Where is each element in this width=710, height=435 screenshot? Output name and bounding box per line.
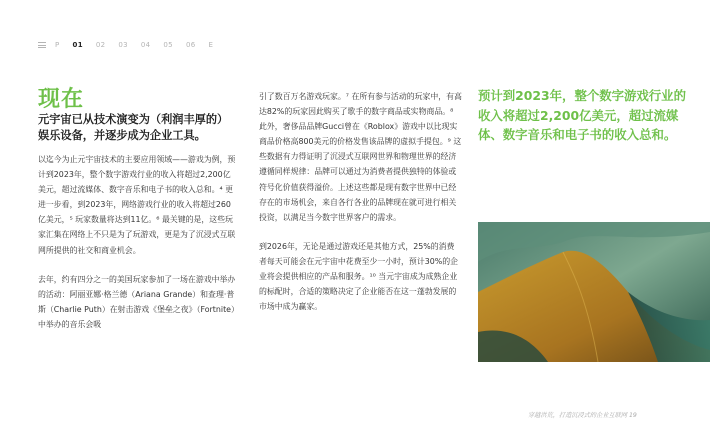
landscape-image bbox=[478, 222, 710, 362]
paragraph: 到2026年，无论是通过游戏还是其他方式，25%的消费者每天可能会在元宇宙中花费至少一小时，预计30%的企业将会提供相应的产品和服务。¹⁰ 当元宇宙成为成熟企业的标配时，合适的策略决定了企业能否在这一蓬勃发展的市场中成为赢家。 bbox=[259, 241, 459, 312]
section-subheading: 元宇宙已从技术演变为（利润丰厚的）娱乐设备，并逐步成为企业工具。 bbox=[38, 113, 229, 142]
nav-item-03[interactable]: 03 bbox=[118, 41, 128, 49]
paragraph: 引了数百万名游戏玩家。⁷ 在所有参与活动的玩家中，有高达82%的玩家因此购买了歌手的数字商品或实物商品。⁸ 此外，奢侈品品牌Gucci曾在《Roblox》游戏中以比现实商品价格高800美元的价格发售该品牌的虚拟手提包。⁹ 这些数据有力得证明了沉浸式互联网世界和物理世界的经济遵循同样规律：品牌可以通过为消费者提供独特的体验或符号化价值获得溢价。上述这些都是现有数字世界中已经存在的市场机会，来自各行各业的品牌现在就可进行相关投资，以满足当今数字世界客户的需求。 bbox=[259, 92, 462, 222]
paragraph: 以迄今为止元宇宙技术的主要应用领域——游戏为例，预计到2023年，整个数字游戏行业的收入将超过2,200亿美元，超过流媒体、数字音乐和电子书的收入总和。⁴ 更进一步看，到2023年，网络游戏行业的收入将超过260亿美元，⁵ 玩家数量将达到11亿。⁶ 最关键的是，这些玩家汇集在网络上不只是为了玩游戏，更是为了沉浸式互联网所提供的社交和商业机会。 bbox=[38, 155, 236, 255]
nav-item-01[interactable]: 01 bbox=[72, 41, 83, 49]
nav-item-05[interactable]: 05 bbox=[163, 41, 173, 49]
nav-item-p[interactable]: P bbox=[55, 41, 60, 49]
nav-item-e[interactable]: E bbox=[208, 41, 214, 49]
paragraph: 去年，约有四分之一的美国玩家参加了一场在游戏中举办的活动：阿丽亚娜·格兰德（Ariana Grande）和查理·普斯（Charlie Puth）在射击游戏《堡垒之夜》（Fortnite）中举办的音乐会吸 bbox=[38, 274, 236, 329]
nav-item-06[interactable]: 06 bbox=[185, 41, 196, 49]
landscape-photo bbox=[478, 222, 710, 362]
body-column-left bbox=[38, 152, 236, 346]
nav-item-04[interactable]: 04 bbox=[140, 41, 151, 49]
body-column-middle bbox=[259, 89, 462, 328]
menu-icon[interactable] bbox=[38, 42, 46, 48]
section-heading: 现在 bbox=[38, 87, 85, 112]
pull-quote: 预计到2023年，整个数字游戏行业的收入将超过2,200亿美元，超过流媒体、数字音乐和电子书的收入总和。 bbox=[478, 88, 686, 143]
nav-item-02[interactable]: 02 bbox=[95, 41, 106, 49]
page-footer: 穿越洪荒，打造沉浸式的企业互联网 19 bbox=[528, 412, 637, 419]
top-navigation bbox=[38, 41, 226, 49]
